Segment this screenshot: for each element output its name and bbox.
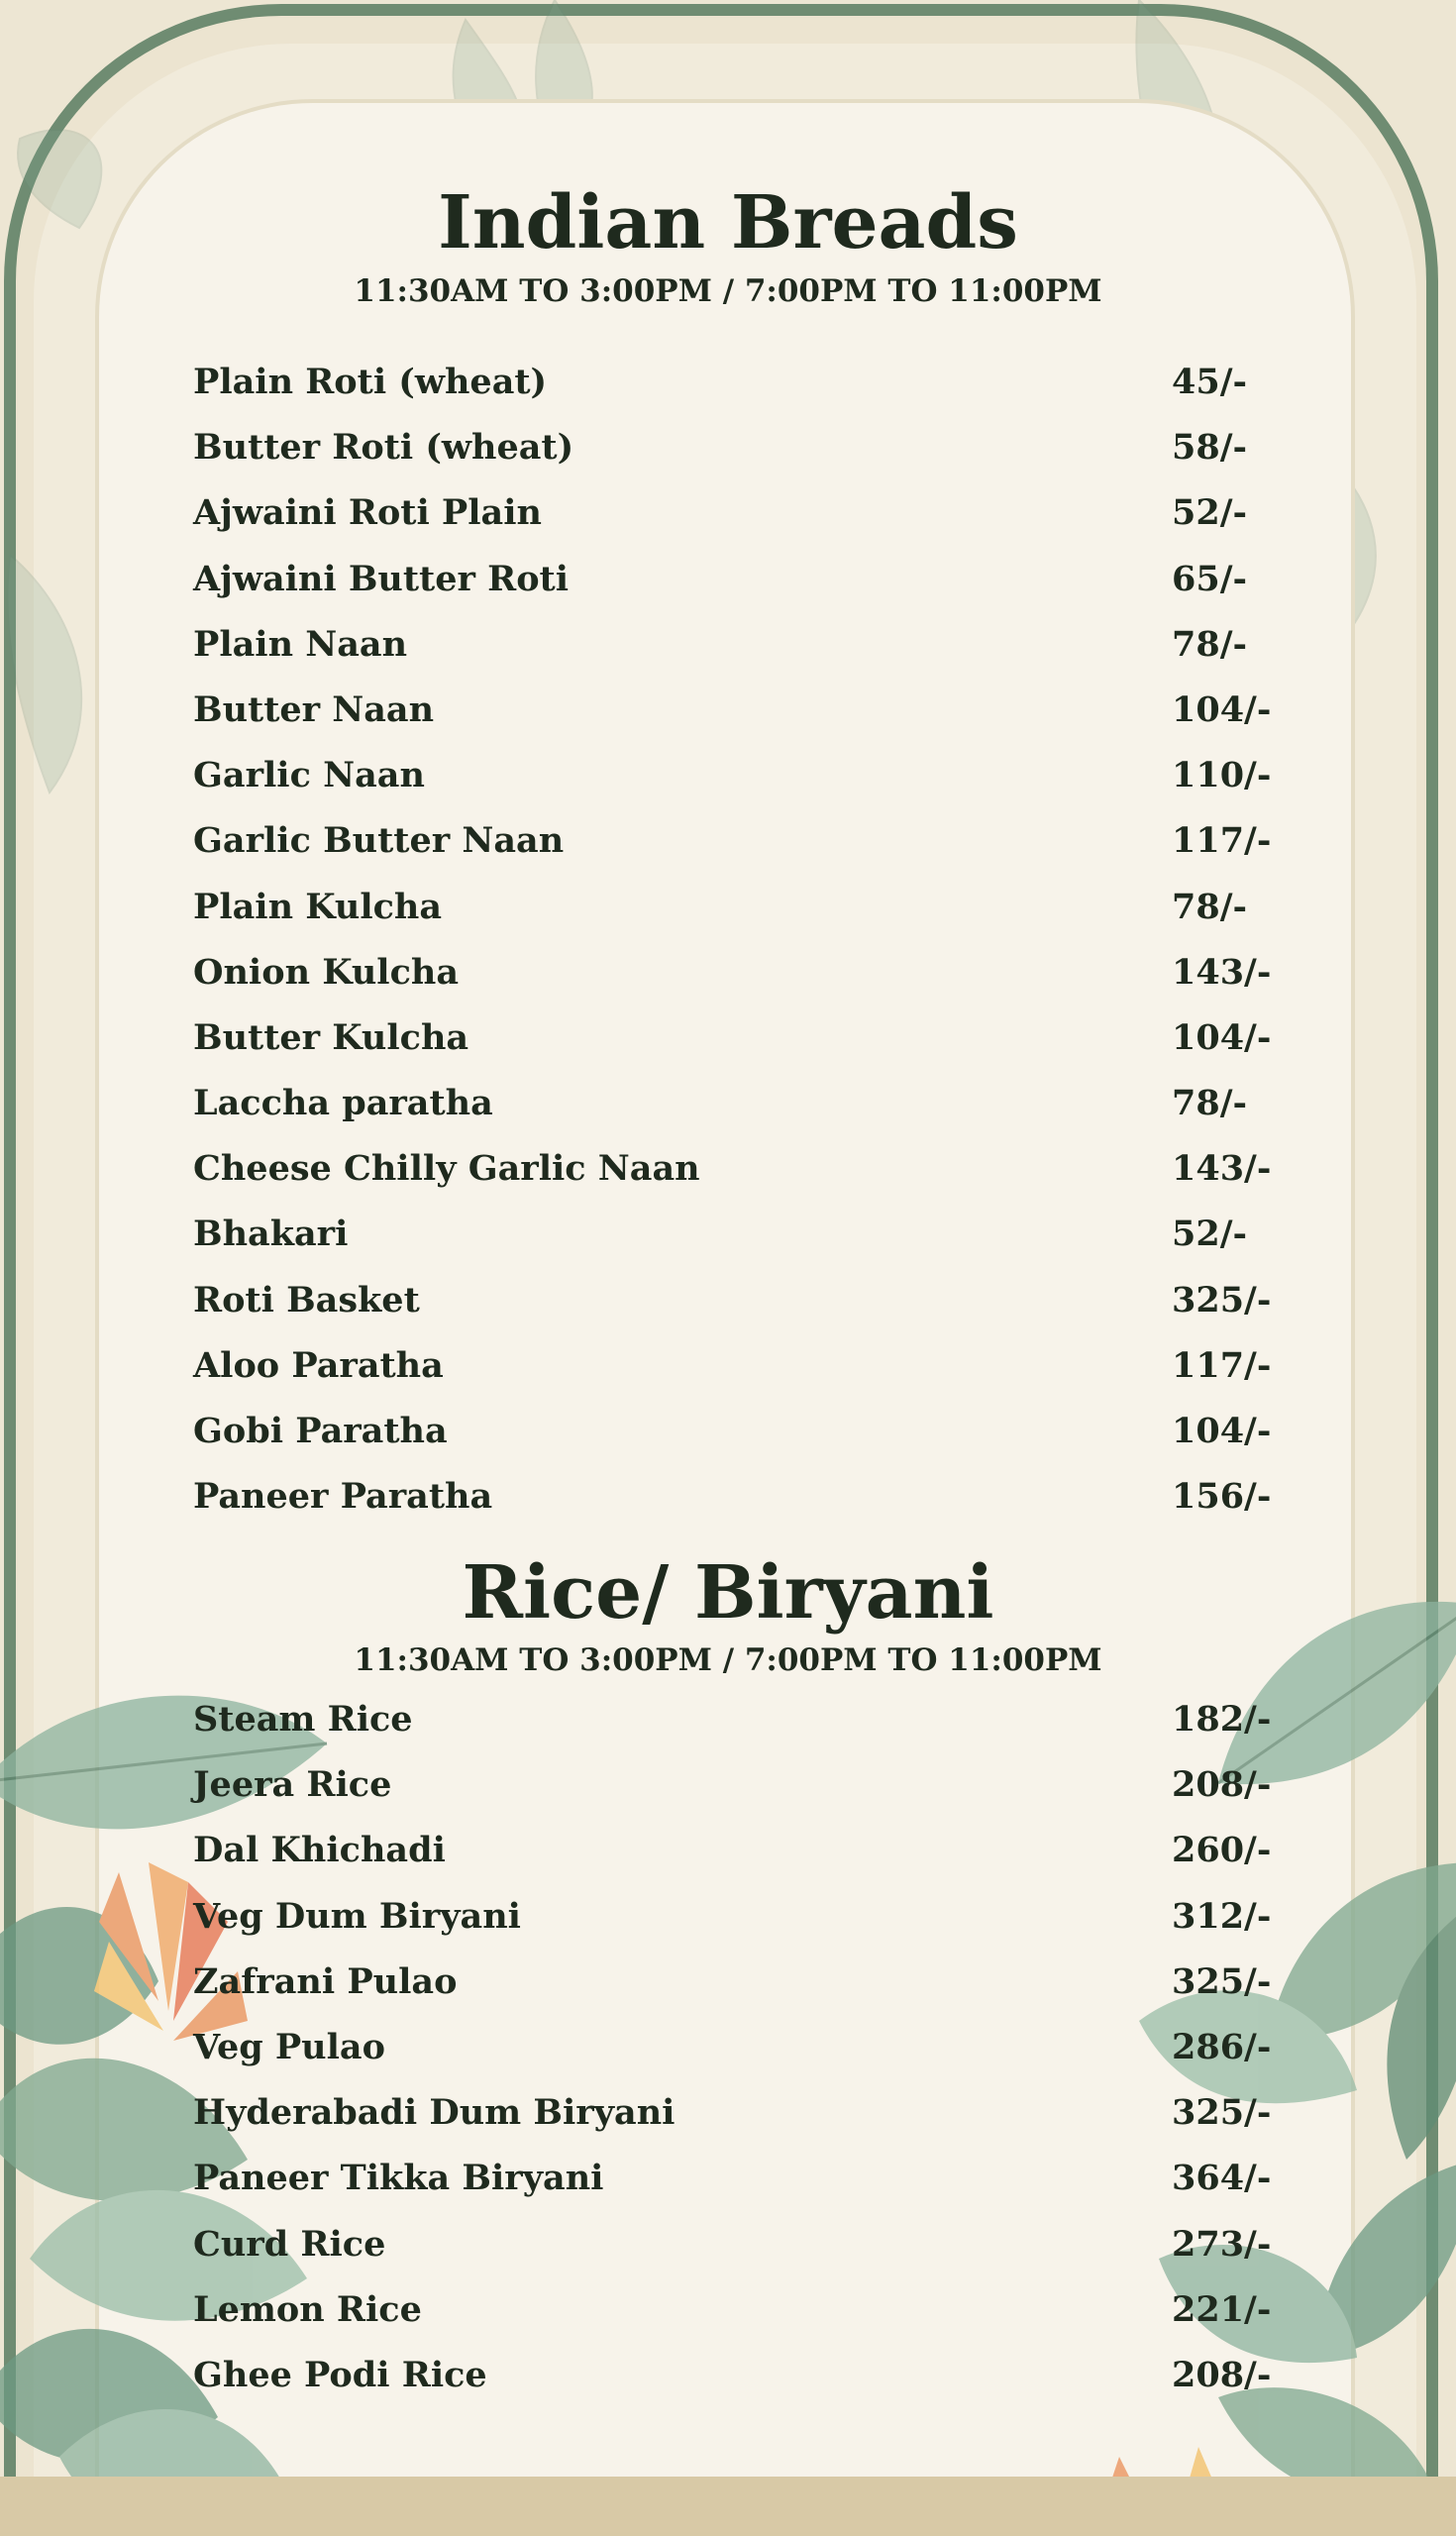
item-price: 65/- (1172, 558, 1248, 599)
item-name: Butter Kulcha (193, 1016, 469, 1058)
item-name: Dal Khichadi (193, 1830, 446, 1871)
item-name: Onion Kulcha (193, 951, 460, 993)
menu-item (0, 1210, 1456, 1275)
item-name: Zafrani Pulao (193, 1960, 458, 2002)
item-name: Paneer Tikka Biryani (193, 2158, 604, 2199)
section-title-rice-biryani: Rice/ Biryani (462, 1550, 994, 1636)
item-price: 143/- (1172, 951, 1272, 993)
item-name: Plain Roti (wheat) (193, 362, 548, 402)
menu-item (0, 555, 1456, 620)
menu-item (0, 1079, 1456, 1144)
menu-item (0, 2220, 1456, 2285)
section-hours-rice-biryani: 11:30AM TO 3:00PM / 7:00PM TO 11:00PM (354, 1642, 1102, 1678)
item-name: Gobi Paratha (193, 1411, 448, 1451)
item-name: Paneer Paratha (193, 1476, 493, 1518)
item-price: 325/- (1172, 1960, 1272, 2002)
item-name: Ghee Podi Rice (193, 2354, 487, 2395)
item-price: 325/- (1172, 1279, 1272, 1321)
item-price: 110/- (1172, 755, 1272, 796)
menu-item (0, 1013, 1456, 1079)
item-name: Ajwaini Butter Roti (193, 558, 570, 599)
item-name: Curd Rice (193, 2223, 386, 2265)
menu-list-indian-breads (0, 358, 1456, 1537)
menu-item (0, 2088, 1456, 2154)
menu-item (0, 488, 1456, 554)
item-price: 78/- (1172, 1083, 1248, 1124)
item-price: 364/- (1172, 2158, 1272, 2199)
item-price: 286/- (1172, 2026, 1272, 2067)
item-name: Roti Basket (193, 1279, 420, 1321)
menu-item (0, 1957, 1456, 2023)
item-price: 78/- (1172, 623, 1248, 665)
item-name: Plain Kulcha (193, 886, 443, 927)
item-name: Plain Naan (193, 623, 408, 665)
menu-item (0, 883, 1456, 948)
item-price: 312/- (1172, 1895, 1272, 1937)
menu-item (0, 1276, 1456, 1341)
item-name: Veg Pulao (193, 2026, 385, 2067)
item-name: Laccha paratha (193, 1083, 493, 1124)
item-price: 117/- (1172, 1344, 1272, 1386)
item-name: Butter Naan (193, 688, 435, 730)
menu-item (0, 423, 1456, 488)
menu-item (0, 2285, 1456, 2351)
item-price: 260/- (1172, 1830, 1272, 1871)
menu-item (0, 1695, 1456, 1760)
menu-item (0, 1826, 1456, 1891)
item-name: Butter Roti (wheat) (193, 427, 574, 469)
menu-item (0, 2154, 1456, 2219)
menu-item (0, 1472, 1456, 1537)
menu-item (0, 948, 1456, 1013)
item-price: 182/- (1172, 1699, 1272, 1740)
item-name: Ajwaini Roti Plain (193, 492, 542, 534)
item-price: 58/- (1172, 427, 1248, 469)
item-name: Garlic Butter Naan (193, 820, 565, 862)
item-price: 45/- (1172, 362, 1248, 402)
item-price: 52/- (1172, 1214, 1248, 1255)
section-title-indian-breads: Indian Breads (438, 180, 1018, 265)
item-name: Garlic Naan (193, 755, 425, 796)
menu-item (0, 358, 1456, 423)
item-price: 104/- (1172, 688, 1272, 730)
item-name: Hyderabadi Dum Biryani (193, 2092, 676, 2134)
menu-item (0, 686, 1456, 751)
menu-item (0, 751, 1456, 816)
item-price: 52/- (1172, 492, 1248, 534)
item-price: 273/- (1172, 2223, 1272, 2265)
item-price: 208/- (1172, 1764, 1272, 1806)
menu-item (0, 1407, 1456, 1472)
menu-item (0, 2351, 1456, 2416)
item-name: Veg Dum Biryani (193, 1895, 521, 1937)
item-price: 78/- (1172, 886, 1248, 927)
menu-item (0, 2023, 1456, 2088)
item-price: 221/- (1172, 2288, 1272, 2330)
item-price: 208/- (1172, 2354, 1272, 2395)
section-hours-indian-breads: 11:30AM TO 3:00PM / 7:00PM TO 11:00PM (354, 273, 1102, 309)
item-price: 143/- (1172, 1148, 1272, 1190)
item-name: Bhakari (193, 1214, 349, 1255)
menu-item (0, 620, 1456, 686)
menu-item (0, 816, 1456, 882)
item-name: Jeera Rice (193, 1764, 392, 1806)
item-name: Lemon Rice (193, 2288, 422, 2330)
menu-item (0, 1341, 1456, 1407)
menu-item (0, 1760, 1456, 1826)
menu-list-rice-biryani (0, 1695, 1456, 2416)
item-price: 325/- (1172, 2092, 1272, 2134)
item-price: 104/- (1172, 1016, 1272, 1058)
item-name: Cheese Chilly Garlic Naan (193, 1148, 700, 1190)
item-name: Steam Rice (193, 1699, 413, 1740)
item-name: Aloo Paratha (193, 1344, 444, 1386)
menu-item (0, 1144, 1456, 1210)
item-price: 104/- (1172, 1411, 1272, 1451)
item-price: 117/- (1172, 820, 1272, 862)
item-price: 156/- (1172, 1476, 1272, 1518)
menu-item (0, 1892, 1456, 1957)
